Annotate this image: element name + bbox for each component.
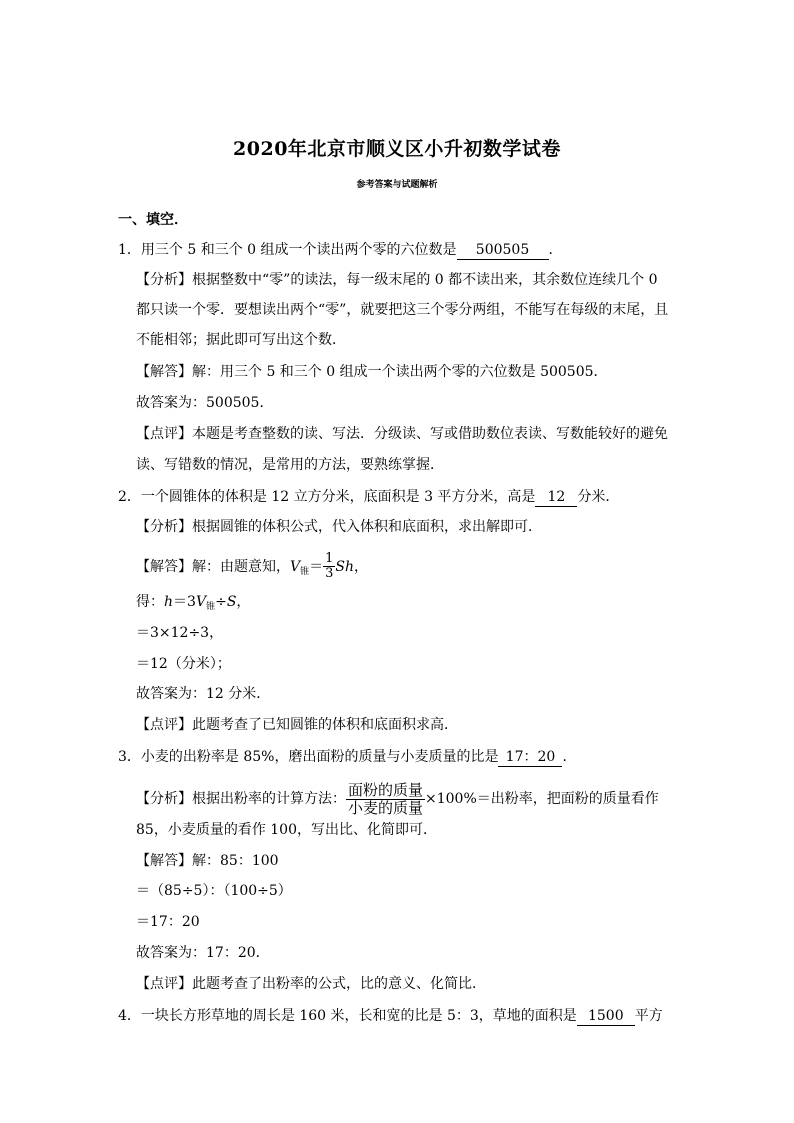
q2-comment-text: 此题考查了已知圆锥的体积和底面积求高．: [192, 717, 458, 733]
q1-analysis-line-2: 都只读一个零．要想读出两个“零”，就要把这三个零分两组，不能写在每级的末尾，且: [136, 302, 669, 318]
q1-answer-blank: 500505: [457, 242, 549, 260]
q3-analysis-line-2: 85，小麦质量的看作 100，写出比、化简即可．: [136, 822, 437, 838]
q3-analysis-text-b: ×100%＝出粉率，把面粉的质量看作: [425, 791, 659, 807]
q2-solution-text: 解：由题意知，: [192, 558, 290, 575]
q4-stem-end: 平方: [634, 1008, 663, 1024]
q2-comment-tag: 【点评】: [136, 717, 192, 733]
section-heading: 一、填空．: [118, 212, 188, 228]
q1-analysis-tag: 【分析】: [136, 272, 192, 288]
q2-solution-line: [136, 552, 368, 582]
q2-derivation-line-1: [136, 592, 250, 617]
q1-analysis-line-1: [136, 270, 657, 290]
q3-analysis-tag: 【分析】: [136, 791, 192, 807]
q4-stem-text: 4．一块长方形草地的周长是 160 米，长和宽的比是 5：3，草地的面积是: [118, 1008, 577, 1024]
q2-answer-blank: 12: [535, 489, 577, 507]
q1-stem: [118, 240, 563, 260]
q2-derivation-line-2: ＝3×12÷3，: [136, 625, 224, 641]
q2-stem-text: 2．一个圆锥体的体积是 12 立方分米，底面积是 3 平方分米，高是: [118, 489, 536, 505]
q3-solution-tag: 【解答】: [136, 853, 192, 869]
q1-stem-text: 1．用三个 5 和三个 0 组成一个读出两个零的六位数是: [118, 242, 457, 258]
q2-volume-symbol: V: [290, 558, 301, 575]
q1-comment-line-2: 读、写错数的情况，是常用的方法，要熟练掌握．: [136, 457, 444, 473]
q2-comma: ，: [354, 558, 369, 575]
q2-cone-subscript-2: 锥: [206, 602, 216, 612]
q3-derivation-line-2: ＝17：20: [136, 914, 200, 930]
q3-fraction: [346, 782, 425, 816]
q3-fraction-numerator: 面粉的质量: [348, 781, 424, 799]
q4-stem: [118, 1006, 663, 1026]
q1-answer-line: 故答案为：500505．: [136, 395, 274, 411]
q3-comment-tag: 【点评】: [136, 976, 192, 992]
q2-height-symbol: h: [164, 594, 174, 610]
q3-solution-text: 解：85：100: [192, 853, 279, 869]
q3-stem: [118, 747, 576, 767]
q2-analysis-text: 根据圆锥的体积公式，代入体积和底面积，求出解即可．: [192, 519, 542, 535]
q2-derivation-mid: ＝3: [173, 594, 196, 610]
q4-answer-blank: 1500: [577, 1008, 635, 1026]
q2-derivation-line-3: ＝12（分米）；: [136, 656, 231, 672]
q2-divide: ÷: [215, 594, 227, 610]
q3-answer-blank: 17：20: [498, 749, 562, 767]
q2-stem-end: 分米．: [577, 489, 620, 505]
q1-solution-line: [136, 362, 608, 382]
q3-stem-end: ．: [562, 749, 577, 765]
q2-analysis-tag: 【分析】: [136, 519, 192, 535]
q3-analysis-line-1: [136, 782, 659, 816]
q2-volume-symbol-2: V: [195, 594, 207, 610]
document-title: 2020年北京市顺义区小升初数学试卷: [233, 138, 561, 160]
q2-stem: [118, 487, 619, 507]
q2-sh: Sh: [335, 558, 355, 575]
q1-comment-text-1: 本题是考查整数的读、写法．分级读、写或借助数位表读、写数能较好的避免: [192, 426, 668, 442]
q1-analysis-text-1: 根据整数中“零”的读法，每一级末尾的 0 都不读出来，其余数位连续几个 0: [192, 272, 658, 288]
q3-analysis-text-a: 根据出粉率的计算方法：: [192, 791, 346, 807]
q2-derivation-prefix: 得：: [136, 594, 164, 610]
q3-fraction-denominator: 小麦的质量: [348, 798, 424, 817]
q2-area-symbol: S: [226, 594, 237, 610]
q3-comment-text: 此题考查了出粉率的公式，比的意义、化简比．: [192, 976, 486, 992]
document-subtitle: 参考答案与试题解析: [356, 180, 438, 190]
q2-equals: ＝: [309, 558, 324, 575]
q3-stem-text: 3．小麦的出粉率是 85%，磨出面粉的质量与小麦质量的比是: [118, 749, 499, 765]
q2-fraction-numerator: 1: [325, 551, 334, 566]
q2-fraction: [323, 552, 335, 582]
q1-solution-text: 解：用三个 5 和三个 0 组成一个读出两个零的六位数是 500505．: [192, 364, 608, 380]
q1-analysis-line-3: 不能相邻；据此即可写出这个数．: [136, 332, 346, 348]
q1-comment-line-1: [136, 424, 668, 444]
q2-solution-tag: 【解答】: [136, 558, 192, 575]
q3-answer-line: 故答案为：17：20．: [136, 945, 270, 961]
q2-cone-subscript: 锥: [300, 566, 310, 577]
q2-fraction-denominator: 3: [325, 566, 334, 582]
q2-comment-line: [136, 715, 458, 735]
q2-analysis-line: [136, 517, 542, 537]
q1-solution-tag: 【解答】: [136, 364, 192, 380]
q3-solution-line: [136, 851, 279, 871]
q2-answer-line: 故答案为：12 分米．: [136, 686, 271, 702]
q3-derivation-line-1: ＝（85÷5）：（100÷5）: [136, 883, 292, 899]
q1-comment-tag: 【点评】: [136, 426, 192, 442]
q1-stem-end: ．: [548, 242, 563, 258]
q3-comment-line: [136, 974, 486, 994]
q2-comma-2: ，: [236, 594, 251, 610]
